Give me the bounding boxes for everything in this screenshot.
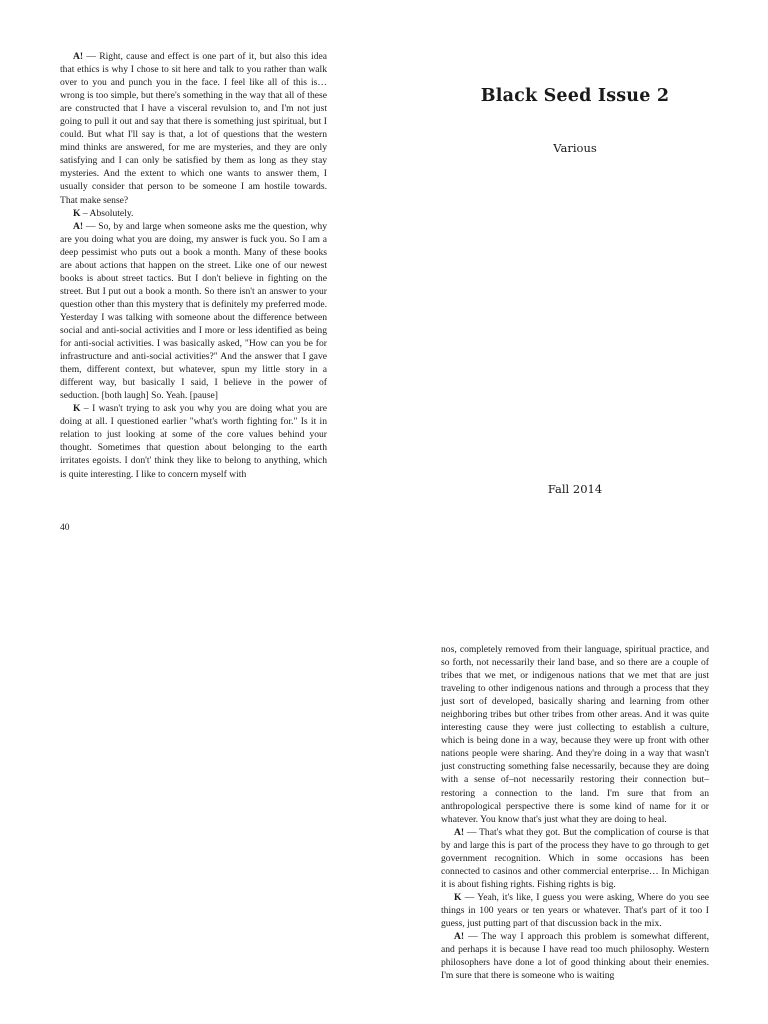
paragraph: A! — The way I approach this problem is somewhat different, and perhaps it is because I have read too much philosophy. Western philosophers have done a lot of good thinking about their enemies. I'm sure that there is someone who is waiting — [441, 931, 709, 982]
paragraph: K – I wasn't trying to ask you why you are doing what you are doing at all. I questioned earlier "what's worth fighting for." Is it in relation to just looking at some of the core values behind your thought. Sometimes that question about belonging to the earth irritates egoists. I don't' think they like to belong to anything, which is quite interesting. I like to concern myself with — [60, 403, 328, 480]
paragraph-text: So, by and large when someone asks me the question, why are you doing what you are doing, my answer is fuck you. So I am a deep pessimist who puts out a book a month. Many of these books are about actions that happen on the street. Like one of our newest books is about street tactics. But I don't believe in fighting on the street. But I put out a book a month. So there isn't an answer to your question other than this mystery that is definitely my preferred mode. Yesterday I was talking with someone about the difference between social and anti-social activities and I more or less identified as being for anti-social activities. I was basically asked, "How can you be for infrastructure and anti-social activities?" And the answer that I gave them, different context, but whatever, spun my little story in a different way, but basically I said, I believe in the power of seduction. [both laugh] So. Yeah. [pause] — [60, 220, 328, 402]
paragraph-text: Absolutely. — [89, 207, 134, 219]
document-title: Black Seed Issue 2 — [480, 86, 670, 106]
left-page-text-column — [60, 50, 327, 481]
paragraph: A! — So, by and large when someone asks me the question, why are you doing what you are doing, my answer is fuck you. So I am a deep pessimist who puts out a book a month. Many of these books are about actions that happen on the street. Like one of our newest books is about street tactics. But I don't believe in fighting on the street. But I put out a book a month. So there isn't an answer to your question other than this mystery that is definitely my preferred mode. Yesterday I was talking with someone about the difference between social and anti-social activities and I more or less identified as being for anti-social activities. I was basically asked, "How can you be for infrastructure and anti-social activities?" And the answer that I gave them, different context, but whatever, spun my little story in a different way, but basically I said, I believe in the power of seduction. [both laugh] So. Yeah. [pause] — [60, 220, 328, 402]
publication-date: Fall 2014 — [547, 482, 603, 496]
paragraph: A! — That's what they got. But the complication of course is that by and large this is part of the process they have to go through to get government recognition. Which in some occasions has been connected to casinos and other commercial enterprise… In Michigan it is about fishing rights. Fishing rights is big. — [441, 826, 709, 890]
speaker-label: A! — [454, 826, 465, 838]
paragraph: K — Yeah, it's like, I guess you were asking, Where do you see things in 100 years or ten years or whatever. That's part of it too I guess, just putting part of that discussion back in the mix. — [441, 891, 709, 929]
paragraph: A! — Right, cause and effect is one part of it, but also this idea that ethics is why I chose to sit here and talk to you rather than walk over to you and punch you in the face. I feel like all of this is… wrong is too simple, but there's something in the way that all of these are constructed that I have a visceral revulsion to, and I'm not just going to pull it out and say that there is something just spiritual, but I could. But what I'll say is that, a lot of questions that the western mind thinks are answered, for me are mysteries, and they are only satisfying and I can only be satisfied by them as long as they stay mysteries. And the extent to which one wants to answer them, I usually consider that person to be someone I am hostile towards. That make sense? — [60, 51, 328, 206]
paragraph — [441, 643, 709, 826]
paragraph-text: The way I approach this problem is somewhat different, and perhaps it is because I have read too much philosophy. Western philosophers have done a lot of good thinking about their enemies. I'm sure that there is someone who is waiting — [441, 931, 709, 982]
speaker-label: K — [73, 403, 81, 415]
speaker-label: K — [454, 891, 462, 903]
speaker-label: A! — [73, 220, 84, 232]
speaker-label: A! — [73, 51, 84, 62]
right-page-text-column — [441, 643, 709, 982]
paragraph-text: Right, cause and effect is one part of it, but also this idea that ethics is why I chose to sit here and talk to you rather than walk over to you and punch you in the face. I feel like all of this is… wrong is too simple, but there's something in the way that all of these are constructed that I have a visceral revulsion to, and I'm not just going to pull it out and say that there is something just spiritual, but I could. But what I'll say is that, a lot of questions that the western mind thinks are answered, for me are mysteries, and they are only satisfying and I can only be satisfied by them as long as they stay mysteries. And the extent to which one wants to answer them, I usually consider that person to be someone I am hostile towards. That make sense? — [60, 51, 328, 206]
paragraph-text: I wasn't trying to ask you why you are doing what you are doing at all. I questioned earlier "what's worth fighting for." Is it in relation to just looking at some of the core values behind your thought. Sometimes that question about belonging to the earth irritates egoists. I don't' think they like to belong to anything, which is quite interesting. I like to concern myself with — [60, 403, 328, 480]
speaker-label: K — [73, 207, 81, 219]
paragraph-text: nos, completely removed from their language, spiritual practice, and so forth, not necessarily their land base, and so there are a couple of tribes that we met, or indigenous nations that we met that are just traveling to other indigenous nations and through a process that they just sort of developed, basically sharing and learning from other neighboring tribes but other tribes from other areas. And it was quite interesting cause they were just collecting to establish a culture, which is being done in a way, because they were up front with other nations people were sharing. And they're doing in a way that wasn't just constructing something false necessarily, because they are doing with a sense of–not necessarily restoring their connection but–restoring a connection to the land. I'm sure that from an anthropological perspective there is some kind of name for it or whatever. You know that's just what they are doing to heal. — [441, 644, 709, 825]
author: Various — [553, 141, 597, 155]
speaker-label: A! — [454, 931, 465, 943]
page-number: 40 — [60, 523, 70, 533]
paragraph-text: Yeah, it's like, I guess you were asking, Where do you see things in 100 years or ten years or whatever. That's part of it too I guess, just putting part of that discussion back in the mix. — [441, 891, 709, 929]
paragraph-text: That's what they got. But the complication of course is that by and large this is part of the process they have to go through to get government recognition. Which in some occasions has been connected to casinos and other commercial enterprise… In Michigan it is about fishing rights. Fishing rights is big. — [441, 826, 709, 890]
paragraph: K – Absolutely. — [73, 207, 134, 219]
